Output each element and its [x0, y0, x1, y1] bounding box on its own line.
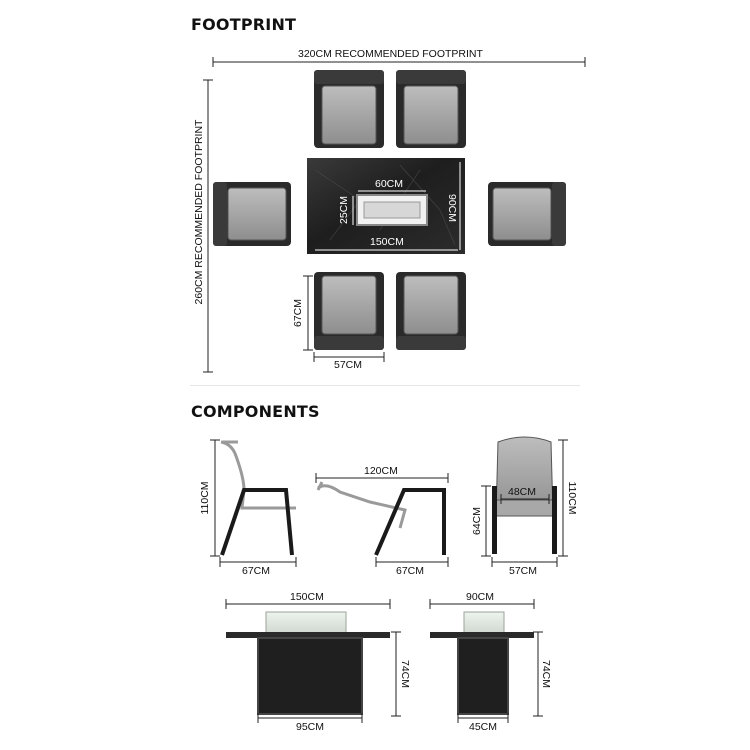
footprint-burner — [357, 195, 427, 225]
table-short-width-label: 90CM — [466, 591, 495, 603]
table-long-width-label: 150CM — [290, 591, 324, 603]
footprint-chair-bottom-right — [396, 272, 466, 350]
chair-recline-view — [318, 482, 444, 555]
table-depth-label: 90CM — [446, 193, 458, 223]
burner-depth-label: 25CM — [338, 195, 350, 225]
table-short-side-view — [430, 612, 534, 714]
table-width-label: 150CM — [370, 236, 404, 248]
components-heading: COMPONENTS — [191, 402, 320, 421]
chair-side-depth-label: 67CM — [242, 565, 271, 577]
chair-depth-label: 67CM — [292, 298, 304, 328]
chair-recline-depth-label: 67CM — [396, 565, 425, 577]
chair-recline-dimension-lines — [316, 473, 448, 567]
footprint-heading: FOOTPRINT — [191, 15, 297, 34]
chair-front-seat-height-label: 64CM — [471, 506, 483, 536]
table-long-side-view — [226, 612, 390, 714]
table-long-base-label: 95CM — [296, 721, 325, 733]
footprint-chair-top-right — [396, 70, 466, 148]
overall-width-label: 320CM RECOMMENDED FOOTPRINT — [298, 48, 483, 60]
table-short-height-label: 74CM — [540, 659, 552, 689]
chair-recline-length-label: 120CM — [364, 465, 398, 477]
burner-width-label: 60CM — [375, 178, 404, 190]
chair-side-height-label: 110CM — [199, 481, 211, 515]
footprint-chair-bottom-left — [314, 272, 384, 350]
chair-front-height-label: 110CM — [566, 481, 578, 515]
footprint-chair-left — [213, 182, 291, 246]
footprint-chair-right — [488, 182, 566, 246]
chair-front-width-label: 57CM — [509, 565, 538, 577]
table-long-height-label: 74CM — [399, 659, 411, 689]
footprint-chair-top-left — [314, 70, 384, 148]
overall-depth-label: 260CM RECOMMENDED FOOTPRINT — [193, 119, 205, 305]
chair-front-seat-width-label: 48CM — [508, 486, 537, 498]
table-short-base-label: 45CM — [469, 721, 498, 733]
chair-side-view — [221, 442, 296, 555]
chair-width-label: 57CM — [334, 359, 363, 371]
